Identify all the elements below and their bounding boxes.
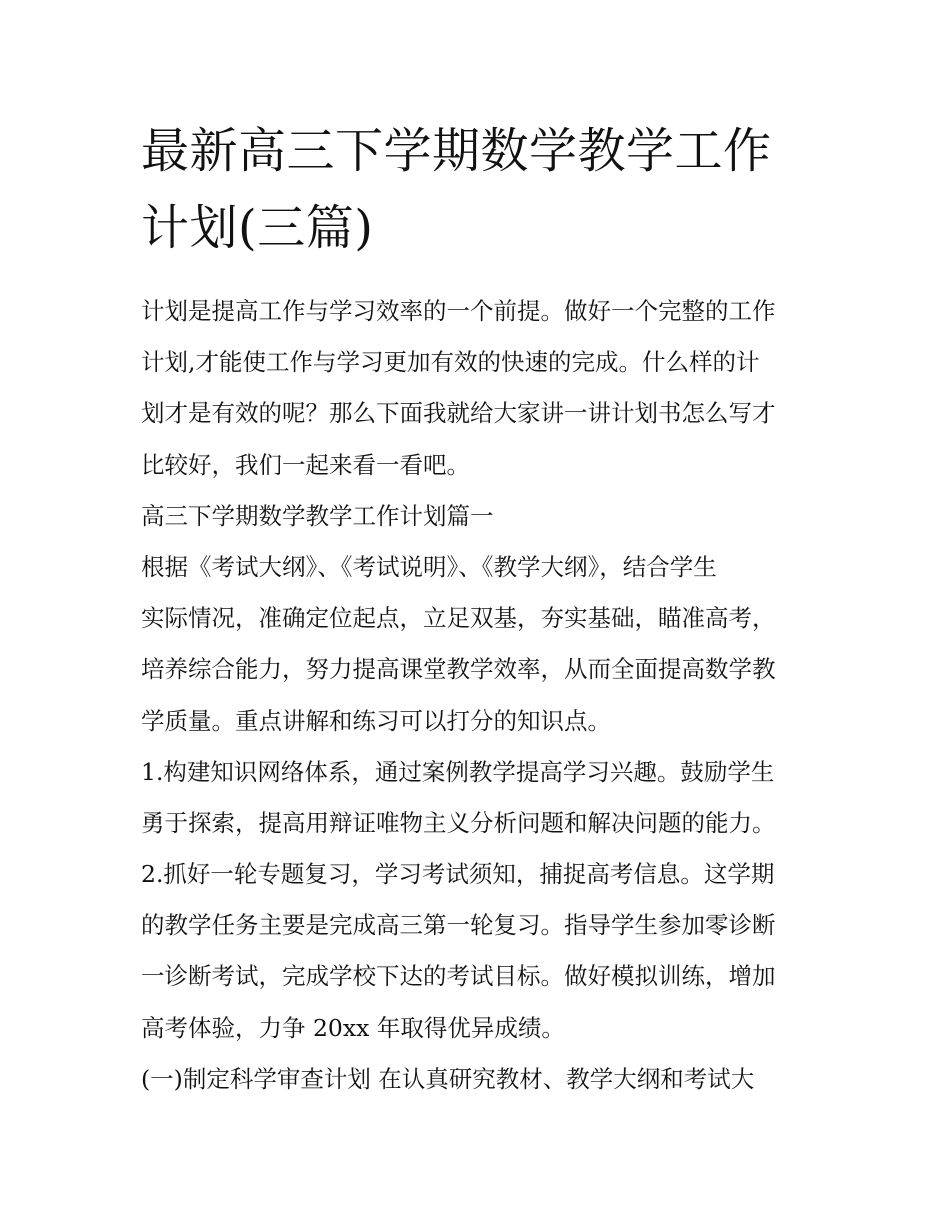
- body-line: (一)制定科学审查计划 在认真研究教材、教学大纲和考试大: [141, 1064, 755, 1093]
- document-title: [141, 113, 821, 267]
- section-heading: 高三下学期数学教学工作计划篇一: [141, 501, 494, 530]
- body-line: 根据《考试大纲》、《考试说明》、《教学大纲》，结合学生: [141, 552, 717, 581]
- body-line: 划才是有效的呢？那么下面我就给大家讲一讲计划书怎么写才: [141, 399, 776, 428]
- body-line: 学质量。重点讲解和练习可以打分的知识点。: [141, 706, 611, 735]
- body-line: 计划是提高工作与学习效率的一个前提。做好一个完整的工作: [141, 297, 776, 325]
- body-line: 勇于探索，提高用辩证唯物主义分析问题和解决问题的能力。: [141, 808, 776, 837]
- body-line: 实际情况，准确定位起点，立足双基，夯实基础，瞄准高考，: [141, 604, 776, 633]
- document-body: [141, 286, 821, 1105]
- body-line: 的教学任务主要是完成高三第一轮复习。指导学生参加零诊断: [141, 911, 776, 940]
- body-line: 计划,才能使工作与学习更加有效的快速的完成。什么样的计: [141, 348, 760, 377]
- body-line: 培养综合能力，努力提高课堂教学效率，从而全面提高数学教: [141, 655, 776, 684]
- title-line: 计划(三篇): [141, 200, 374, 256]
- document-page: [141, 113, 821, 1105]
- body-line: 1.构建知识网络体系，通过案例教学提高学习兴趣。鼓励学生: [141, 757, 775, 786]
- body-line: 一诊断考试，完成学校下达的考试目标。做好模拟训练，增加: [141, 962, 776, 991]
- body-line: 比较好，我们一起来看一看吧。: [141, 450, 470, 479]
- body-line: 2.抓好一轮专题复习，学习考试须知，捕捉高考信息。这学期: [141, 860, 775, 889]
- title-line: 最新高三下学期数学教学工作: [141, 123, 772, 179]
- body-line: 高考体验，力争 20xx 年取得优异成绩。: [141, 1013, 565, 1042]
